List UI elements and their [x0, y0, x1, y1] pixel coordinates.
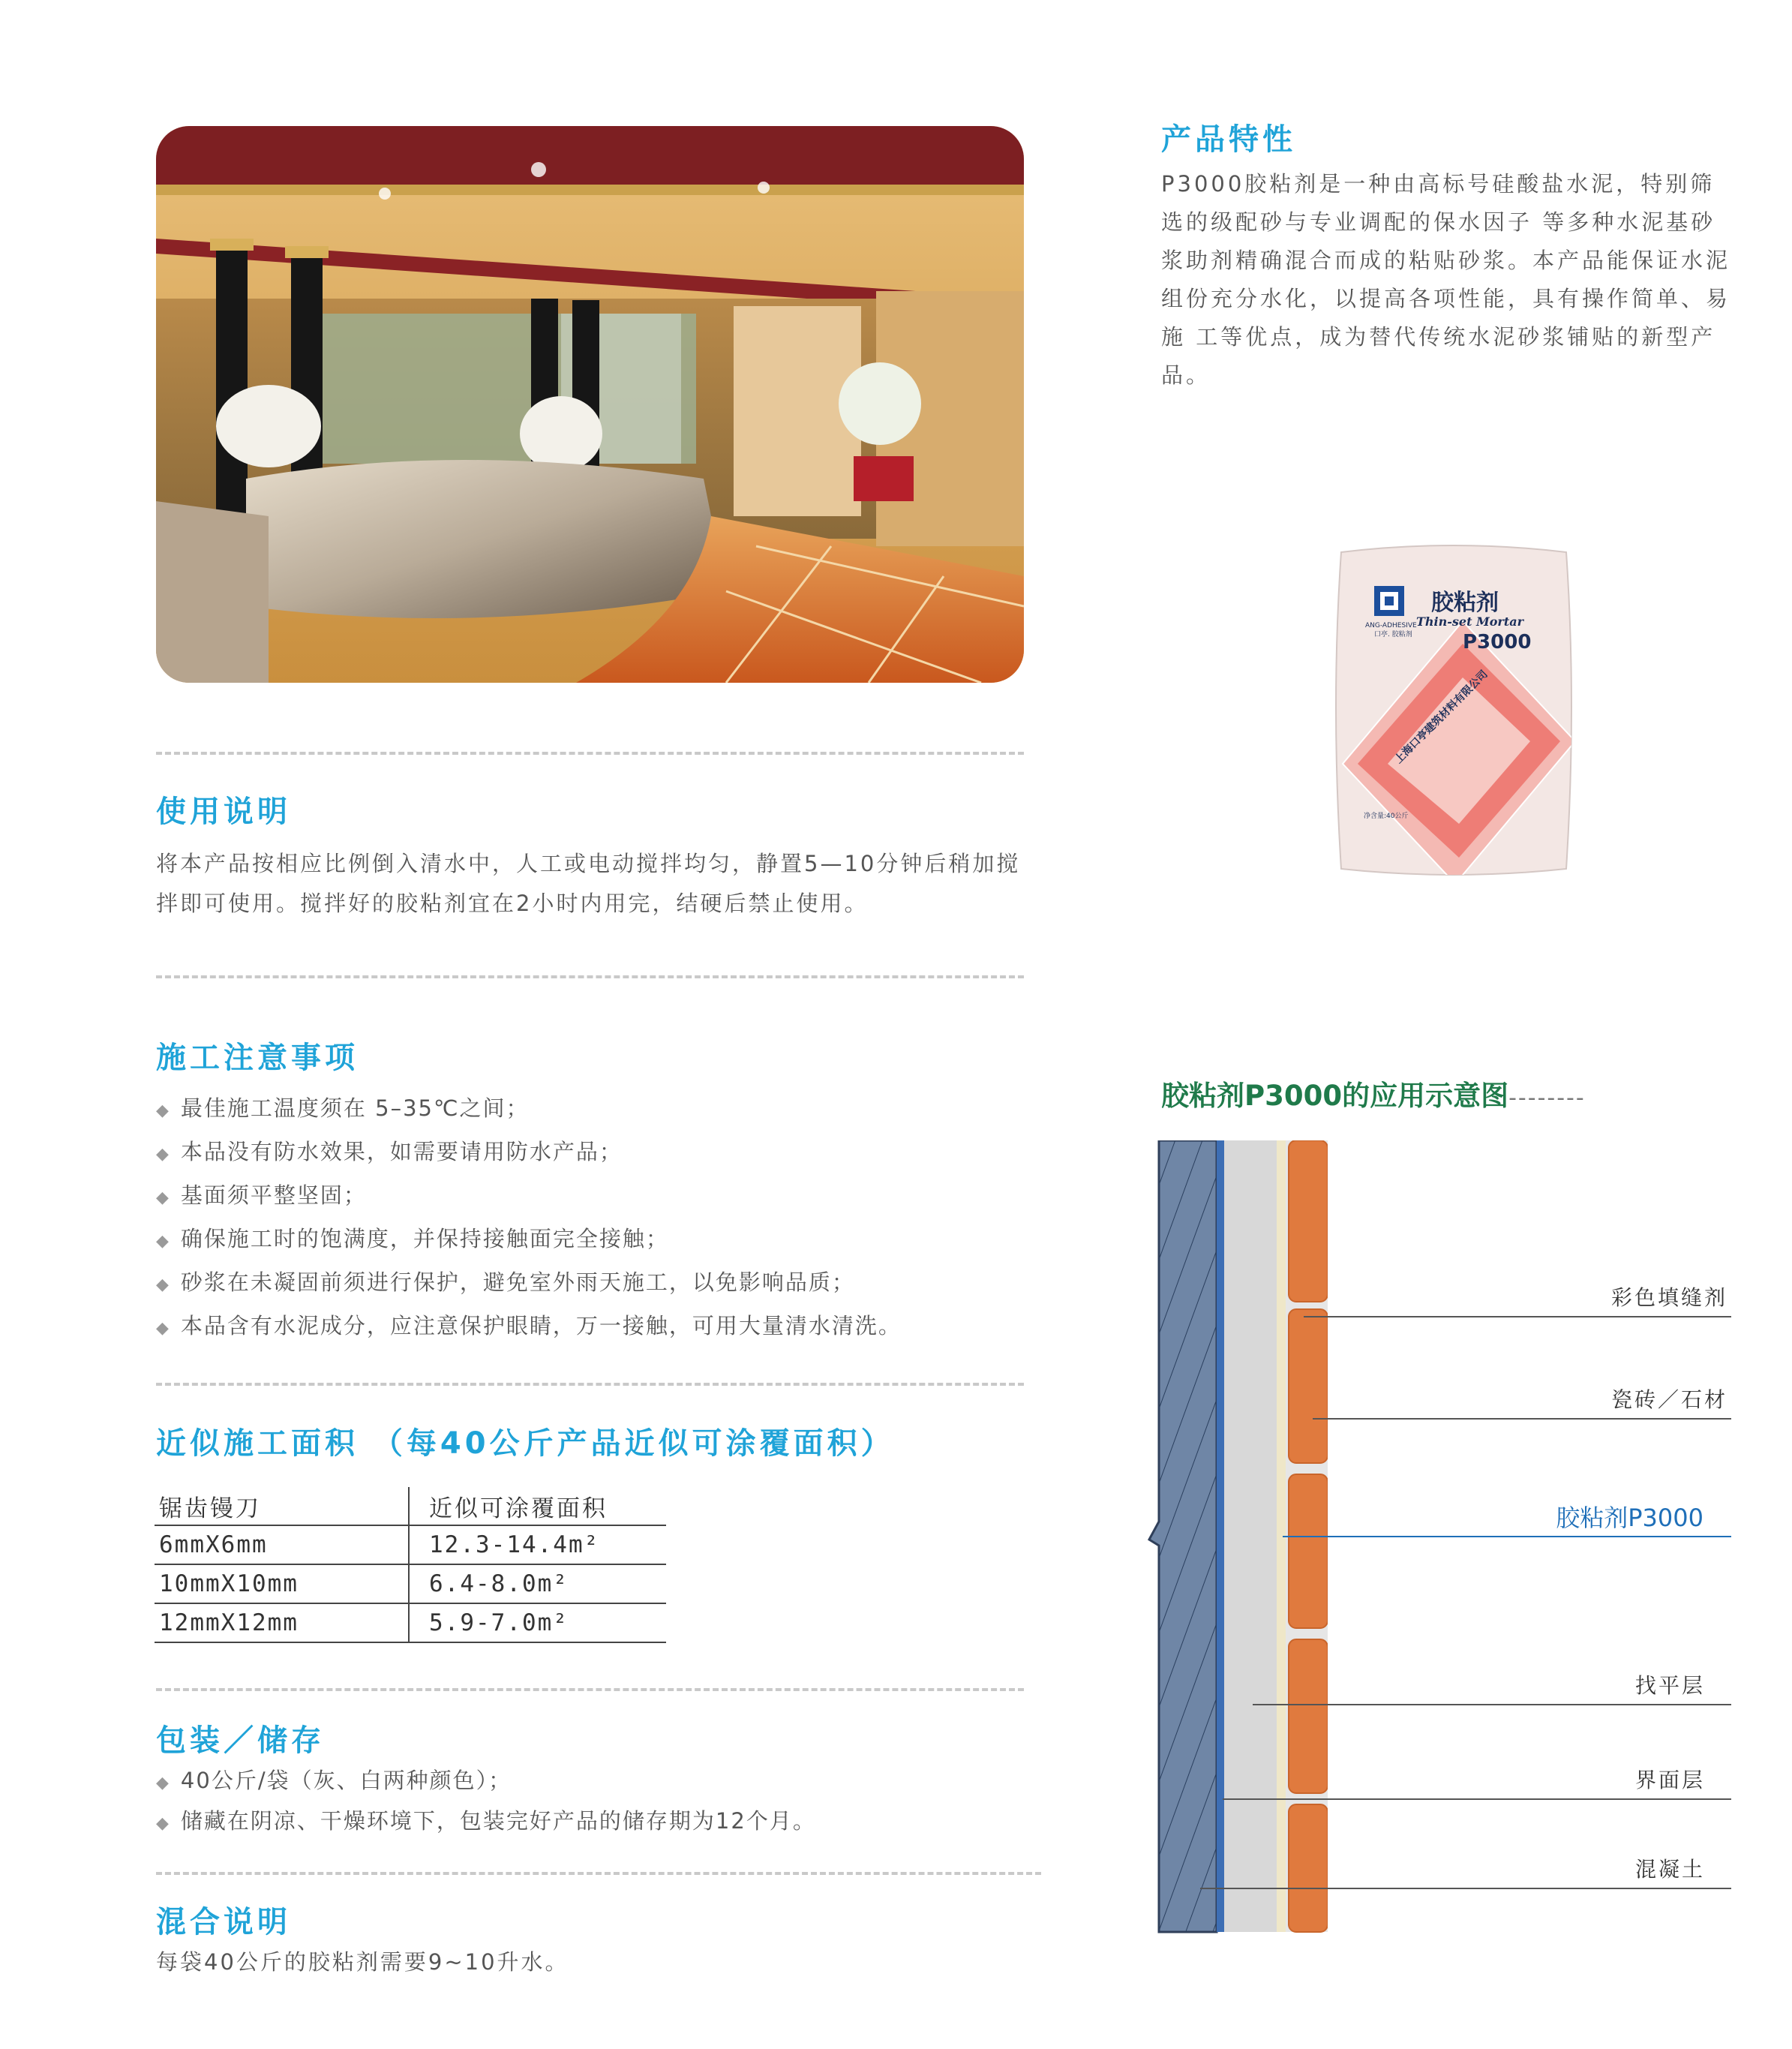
- diamond-bullet-icon: ◆: [156, 1101, 170, 1120]
- leader-line: [1313, 1418, 1731, 1420]
- table-row: [155, 1564, 666, 1603]
- title-dash-decoration: --------: [1508, 1085, 1586, 1111]
- table-cell: 5.9-7.0m²: [409, 1603, 666, 1642]
- label-tile: 瓷砖／石材: [1610, 1387, 1727, 1412]
- table-header-row: [155, 1487, 666, 1525]
- label-grout: 彩色填缝剂: [1610, 1285, 1727, 1310]
- leader-line: [1253, 1704, 1731, 1705]
- product-package: [1328, 539, 1579, 883]
- separator: [156, 1383, 1024, 1386]
- label-leveling: 找平层: [1634, 1673, 1705, 1698]
- features-heading: 产品特性: [1161, 122, 1296, 157]
- leader-line: [1223, 1798, 1731, 1800]
- label-interface: 界面层: [1634, 1768, 1705, 1792]
- table-cell: 6mmX6mm: [155, 1525, 409, 1564]
- list-item: ◆ 砂浆在未凝固前须进行保护，避免室外雨天施工，以免影响品质；: [156, 1269, 855, 1295]
- package-model: P3000: [1463, 631, 1532, 653]
- leader-line: [1200, 1888, 1731, 1889]
- list-item: ◆ 本品没有防水效果，如需要请用防水产品；: [156, 1139, 623, 1164]
- mixing-text: 每袋40公斤的胶粘剂需要9~10升水。: [156, 1949, 569, 1975]
- separator: [156, 752, 1024, 755]
- bathroom-illustration: [156, 126, 1024, 683]
- package-name-cn: 胶粘剂: [1431, 590, 1499, 616]
- table-header: 锯齿镘刀: [155, 1487, 409, 1525]
- label-concrete: 混凝土: [1634, 1857, 1705, 1882]
- diagram-title-wrap: [1161, 1073, 1586, 1113]
- precautions-heading: 施工注意事项: [156, 1041, 359, 1075]
- separator: [156, 1688, 1024, 1691]
- label-adhesive: 胶粘剂P3000: [1556, 1504, 1703, 1532]
- package-net-weight: 净含量:40公斤: [1364, 813, 1409, 820]
- table-cell: 6.4-8.0m²: [409, 1564, 666, 1603]
- bathroom-photo: [156, 126, 1024, 683]
- leader-line: [1304, 1316, 1731, 1317]
- diamond-bullet-icon: ◆: [156, 1275, 170, 1294]
- packaging-heading: 包装／储存: [156, 1723, 325, 1758]
- layer-cross-section: [1148, 1140, 1328, 1947]
- usage-heading: 使用说明: [156, 795, 291, 829]
- layer-diagram: [1148, 1140, 1328, 1950]
- list-item: ◆ 40公斤/袋（灰、白两种颜色）；: [156, 1768, 512, 1793]
- diamond-bullet-icon: ◆: [156, 1319, 170, 1338]
- package-brand-cn: 口亭. 胶粘剂: [1374, 631, 1412, 638]
- table-header: 近似可涂覆面积: [409, 1487, 666, 1525]
- diamond-bullet-icon: ◆: [156, 1188, 170, 1207]
- features-text: P3000胶粘剂是一种由高标号硅酸盐水泥，特别筛选的级配砂与专业调配的保水因子 等多种水泥基砂浆助剂精确混合而成的粘贴砂浆。本产品能保证水泥组份充分水化，以提高各项性能，具有操作简单、易施 工等优点，成为替代传统水泥砂浆铺贴的新型产品。: [1161, 171, 1731, 388]
- table-cell: 10mmX10mm: [155, 1564, 409, 1603]
- diamond-bullet-icon: ◆: [156, 1774, 170, 1792]
- table-row: [155, 1525, 666, 1564]
- list-item: ◆ 储藏在阴凉、干燥环境下，包装完好产品的储存期为12个月。: [156, 1808, 816, 1834]
- table-cell: 12mmX12mm: [155, 1603, 409, 1642]
- coverage-table: [155, 1487, 666, 1643]
- usage-text: 将本产品按相应比例倒入清水中，人工或电动搅拌均匀，静置5—10分钟后稍加搅拌即可使用。搅拌好的胶粘剂宜在2小时内用完，结硬后禁止使用。: [156, 851, 1021, 916]
- mixing-heading: 混合说明: [156, 1905, 291, 1939]
- diamond-bullet-icon: ◆: [156, 1814, 170, 1833]
- separator: [156, 975, 1024, 978]
- list-item: ◆ 确保施工时的饱满度，并保持接触面完全接触；: [156, 1226, 669, 1251]
- coverage-heading: 近似施工面积 （每40公斤产品近似可涂覆面积）: [156, 1426, 895, 1461]
- package-company: 上海口亭建筑材料有限公司: [1392, 668, 1490, 766]
- separator: [156, 1872, 1041, 1875]
- diamond-bullet-icon: ◆: [156, 1145, 170, 1164]
- package-name-en: Thin-set Mortar: [1416, 614, 1524, 629]
- table-cell: 12.3-14.4m²: [409, 1525, 666, 1564]
- precautions-list: [156, 1088, 902, 1349]
- list-item: ◆ 基面须平整坚固；: [156, 1182, 367, 1208]
- package-illustration: [1328, 539, 1579, 880]
- table-row: [155, 1603, 666, 1642]
- diagram-title: 胶粘剂P3000的应用示意图: [1161, 1080, 1509, 1112]
- diamond-bullet-icon: ◆: [156, 1232, 170, 1251]
- package-brand: ANG-ADHESIVE: [1365, 622, 1417, 629]
- list-item: ◆ 最佳施工温度须在 5–35℃之间；: [156, 1095, 530, 1121]
- leader-line: [1283, 1536, 1731, 1537]
- packaging-list: [156, 1762, 816, 1843]
- list-item: ◆ 本品含有水泥成分，应注意保护眼睛，万一接触，可用大量清水清洗。: [156, 1313, 902, 1338]
